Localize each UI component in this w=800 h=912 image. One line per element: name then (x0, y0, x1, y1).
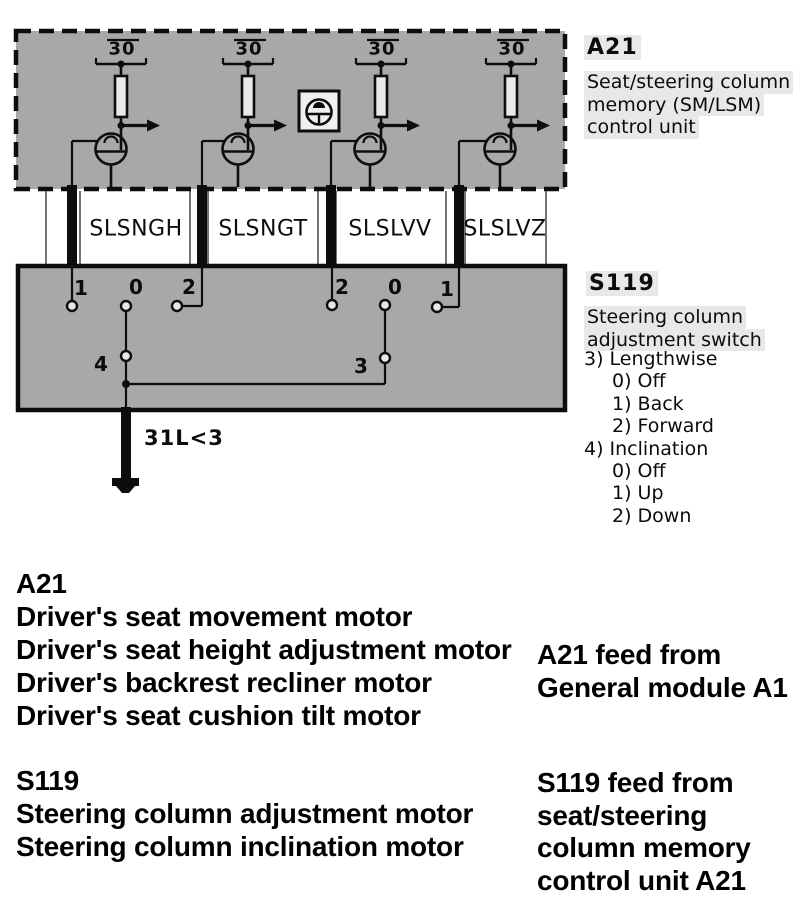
legend-item: Driver's seat movement motor (16, 601, 413, 632)
legend-a21-note (537, 639, 788, 704)
terminal-number: 2 (335, 275, 349, 299)
terminal-number: 0 (129, 275, 143, 299)
wire-label-slsngh: SLSNGH (89, 216, 183, 242)
terminal-30-label: 30 (498, 38, 526, 60)
fuse-icon (115, 76, 127, 117)
contact-number: 4 (94, 352, 108, 376)
contact-3 (380, 353, 390, 363)
terminal-number: 1 (440, 277, 454, 301)
legend-note-line: column memory (537, 832, 751, 863)
terminal-1-right (432, 302, 442, 312)
terminal-30-label: 30 (235, 38, 263, 60)
legend-item: Steering column adjustment motor (16, 798, 474, 829)
terminal-0-left (121, 301, 131, 311)
steering-wheel-icon (299, 91, 339, 131)
wire-label-slslvz: SLSLVZ (463, 216, 547, 242)
ground-wire-label: 31L<3 (144, 426, 224, 450)
contact-4 (121, 351, 131, 361)
legend-a21-block (16, 567, 512, 732)
terminal-30-label: 30 (108, 38, 136, 60)
wire-to-s119 (197, 185, 207, 268)
s119-annotation-code: S119 (586, 271, 658, 296)
legend-item: Driver's backrest recliner motor (16, 667, 432, 698)
legend-item: Driver's seat cushion tilt motor (16, 700, 421, 731)
legend-s119-block (16, 764, 473, 863)
terminal-1-left (67, 301, 77, 311)
ground-icon (112, 407, 139, 493)
terminal-number: 2 (182, 275, 196, 299)
legend-s119-note (537, 767, 751, 897)
terminal-2-left (172, 301, 182, 311)
terminal-30-label: 30 (368, 38, 396, 60)
a21-annotation-code: A21 (584, 35, 641, 60)
legend-note-line: control unit A21 (537, 864, 746, 896)
legend-item: Steering column inclination motor (16, 831, 464, 862)
legend-note-line: S119 feed from (537, 767, 734, 798)
wire-to-s119 (67, 185, 77, 268)
switch-function-list: 3) Lengthwise 0) Off 1) Back 2) Forward 4) Inclination 0) Off 1) Up 2) Down (584, 348, 718, 527)
legend-note-line: General module A1 (537, 671, 788, 703)
fuse-icon (505, 76, 517, 117)
a21-unit-box (16, 31, 565, 189)
s119-switch-box (18, 266, 565, 410)
fuse-icon (242, 76, 254, 117)
a21-annotation-description: Seat/steering column memory (SM/LSM) control unit (584, 71, 793, 139)
legend-item: Driver's seat height adjustment motor (16, 634, 512, 665)
wire-label-slslvv: SLSLVV (348, 216, 432, 242)
legend-a21-heading: A21 (16, 568, 67, 599)
s119-annotation-description: Steering column adjustment switch (584, 306, 765, 351)
legend-note-line: A21 feed from (537, 639, 722, 670)
terminal-2-right (327, 300, 337, 310)
wire-label-slsngt: SLSNGT (218, 216, 308, 242)
terminal-0-right (380, 300, 390, 310)
terminal-number: 1 (74, 276, 88, 300)
fuse-icon (375, 76, 387, 117)
legend-s119-heading: S119 (16, 765, 80, 796)
contact-number: 3 (354, 354, 368, 378)
legend-note-line: seat/steering (537, 799, 708, 831)
wire-to-s119 (326, 185, 336, 268)
terminal-number: 0 (388, 275, 402, 299)
